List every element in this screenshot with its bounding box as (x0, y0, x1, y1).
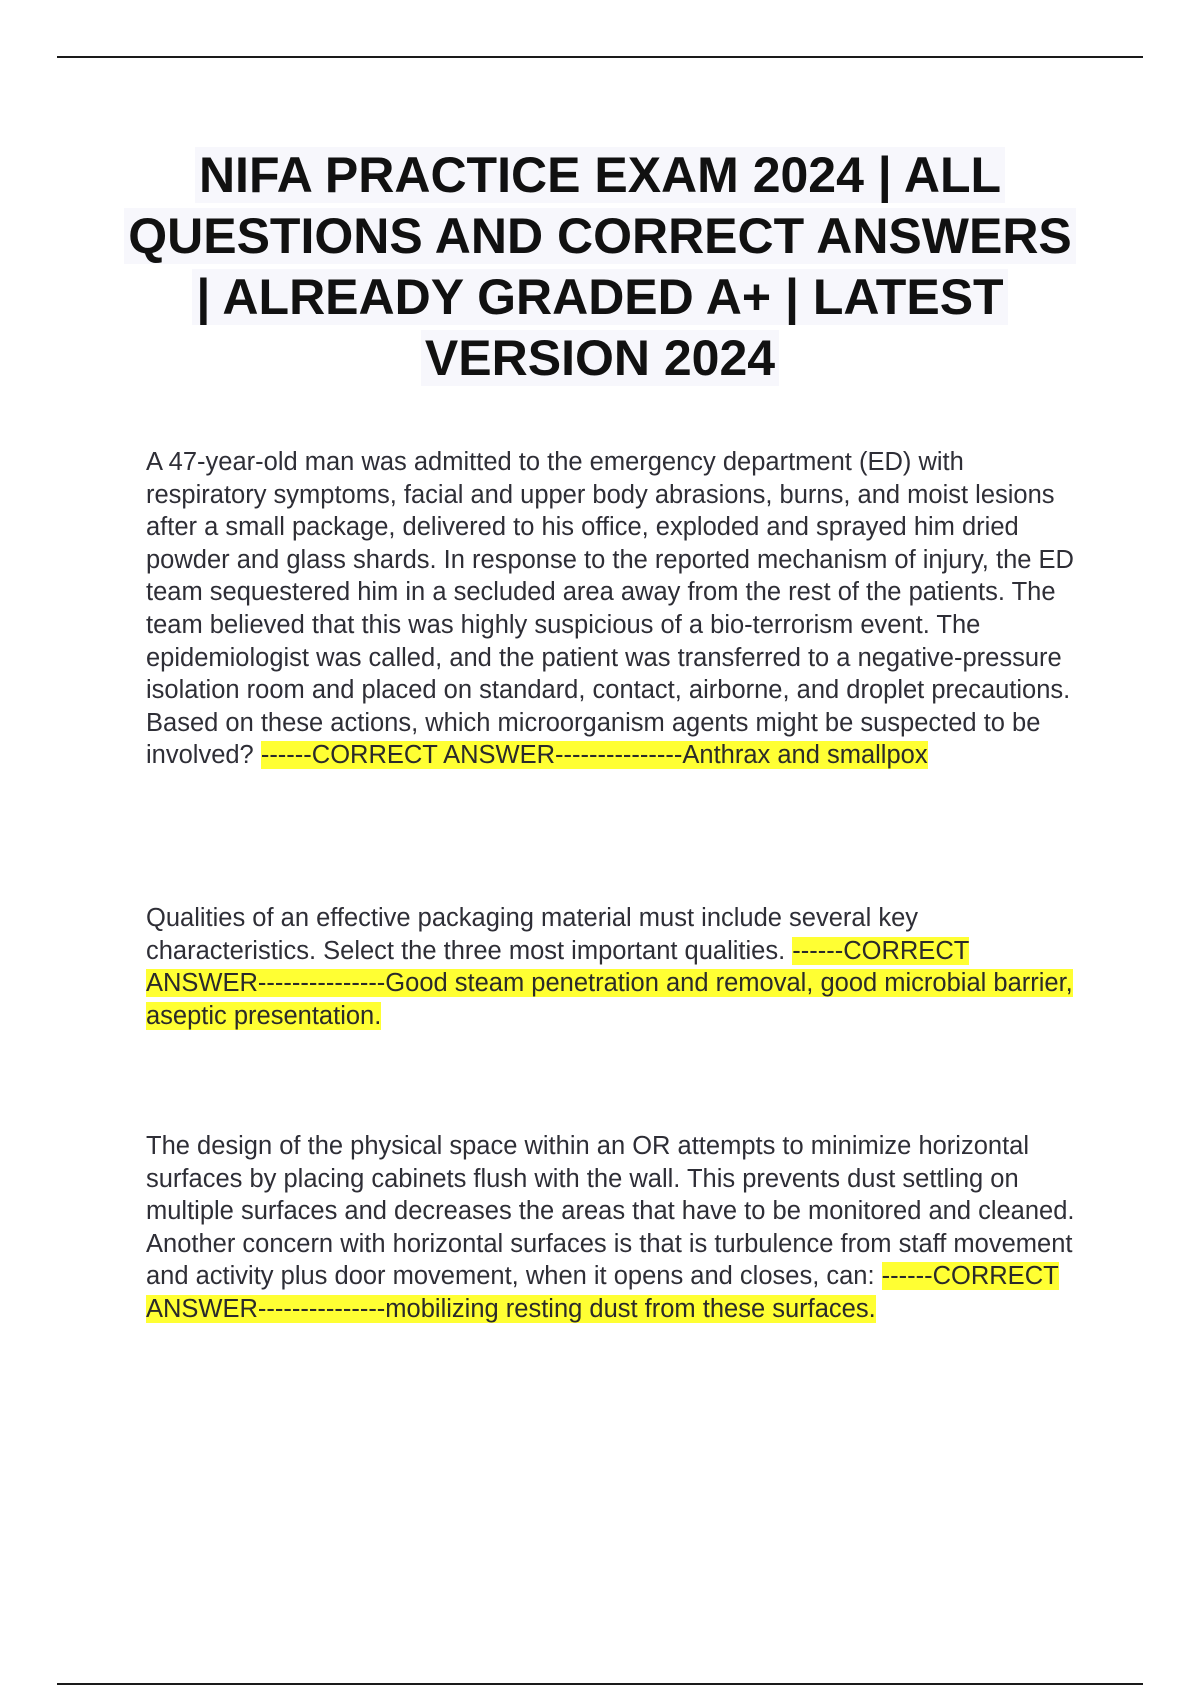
question-item (146, 1130, 1091, 1326)
top-divider (57, 56, 1143, 58)
question-text: The design of the physical space within an OR attempts to minimize horizontal surfaces by placing cabinets flush with the wall. This prevents dust settling on multiple surfaces and decreases the areas that have to be monitored and cleaned. Another concern with horizontal surfaces is that is turbulence from staff movement and activity plus door movement, when it opens and closes, can: (146, 1132, 1075, 1291)
document-title (120, 145, 1080, 389)
question-text: A 47-year-old man was admitted to the emergency department (ED) with respiratory symptoms, facial and upper body abrasions, burns, and moist lesions after a small package, delivered to his office, exploded and sprayed him dried powder and glass shards. In response to the reported mechanism of injury, the ED team sequestered him in a secluded area away from the rest of the patients. The team believed that this was highly suspicious of a bio-terrorism event. The epidemiologist was called, and the patient was transferred to a negative-pressure isolation room and placed on standard, contact, airborne, and droplet precautions. Based on these actions, which microorganism agents might be suspected to be involved? (146, 448, 1074, 770)
bottom-divider (57, 1683, 1143, 1685)
correct-answer-highlight: ------CORRECT ANSWER---------------Good steam penetration and removal, good microbial barrier, aseptic presentation. (146, 936, 1073, 1030)
correct-answer-highlight: ------CORRECT ANSWER---------------mobilizing resting dust from these surfaces. (146, 1262, 1059, 1323)
question-item (146, 446, 1091, 772)
correct-answer-highlight: ------CORRECT ANSWER---------------Anthrax and smallpox (260, 741, 928, 770)
question-item (146, 902, 1091, 1032)
question-text: Qualities of an effective packaging material must include several key characteristics. Select the three most important qualities. (146, 904, 919, 965)
document-title-text: NIFA PRACTICE EXAM 2024 | ALL QUESTIONS AND CORRECT ANSWERS | ALREADY GRADED A+ | LATEST VERSION 2024 (124, 147, 1076, 386)
